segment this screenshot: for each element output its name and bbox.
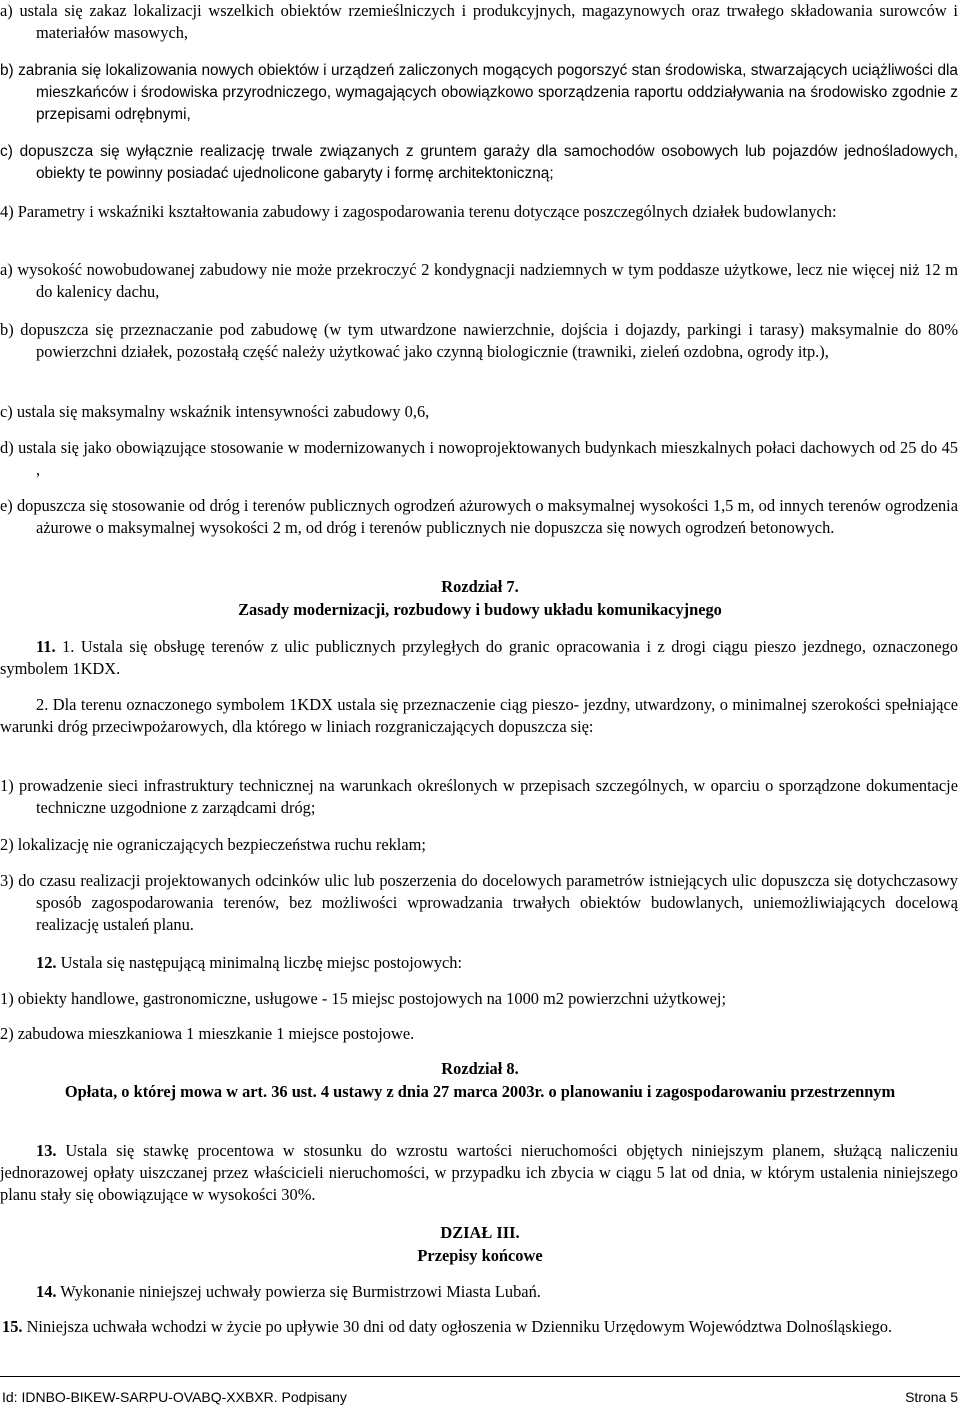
paragraph-12-text: Ustala się następującą minimalną liczbę miejsc postojowych: — [56, 953, 463, 972]
paragraph-13 — [0, 1140, 958, 1206]
dzial-3-title: DZIAŁ III. — [440, 1223, 520, 1242]
page-number: Strona 5 — [905, 1389, 958, 1405]
paragraph-11-number: 11. — [36, 637, 56, 656]
paragraph-13-number: 13. — [36, 1141, 57, 1160]
paragraph-14-number: 14. — [36, 1282, 57, 1301]
chapter-7-item-1: 1) prowadzenie sieci infrastruktury technicznej na warunkach określonych w przepisach szczególnych, w oparciu o sporządzone dokumentacje techniczne uzgodnione z zarządcami dróg; — [0, 776, 958, 817]
document-id: Id: IDNBO-BIKEW-SARPU-OVABQ-XXBXR. Podpisany — [2, 1389, 347, 1405]
section-4-item-d: d) ustala się jako obowiązujące stosowanie w modernizowanych i nowoprojektowanych budynkach mieszkalnych połaci dachowych od 25 do 45 , — [0, 438, 958, 479]
paragraph-15-text: Niniejsza uchwała wchodzi w życie po upływie 30 dni od daty ogłoszenia w Dzienniku Urzędowym Województwa Dolnośląskiego. — [22, 1317, 893, 1336]
paragraph-12-item-1: 1) obiekty handlowe, gastronomiczne, usługowe - 15 miejsc postojowych na 1000 m2 powierzchni użytkowej; — [0, 989, 727, 1008]
paragraph-14-text: Wykonanie niniejszej uchwały powierza się Burmistrzowi Miasta Lubań. — [56, 1282, 541, 1301]
paragraph-12 — [0, 952, 958, 974]
list-item-c-garaze: c) dopuszcza się wyłącznie realizację trwale związanych z gruntem garaży dla samochodów osobowych lub pojazdów jednośladowych, obiekty te powinny posiadać ujednolicone gabaryty i formę architektoniczną; — [0, 143, 958, 182]
paragraph-11-2: 2. Dla terenu oznaczonego symbolem 1KDX ustala się przeznaczenie ciąg pieszo- jezdny, utwardzony, o minimalnej szerokości spełniające warunki dróg przeciwpożarowych, dla którego w liniach rozgraniczających dopuszcza się: — [0, 695, 958, 736]
paragraph-11-text: 1. Ustala się obsługę terenów z ulic publicznych przyległych do granic opracowania i z drogi ciągu pieszo jezdnego, oznaczonego symbolem 1KDX. — [0, 637, 958, 678]
dzial-3-subtitle: Przepisy końcowe — [417, 1246, 543, 1265]
section-4-item-c: c) ustala się maksymalny wskaźnik intensywności zabudowy 0,6, — [0, 402, 430, 421]
paragraph-15 — [0, 1316, 958, 1338]
paragraph-13-text: Ustala się stawkę procentowa w stosunku do wzrostu wartości nieruchomości objętych niniejszym planem, służącą naliczeniu jednorazowej opłaty uiszczanej przez właścicieli nieruchomości, w przypadku ich zbycia w ciągu 5 lat od dnia, w którym ustalenia niniejszego planu stały się obowiązujące w wysokości 30%. — [0, 1141, 958, 1204]
list-item-a-zakaz: a) ustala się zakaz lokalizacji wszelkich obiektów rzemieślniczych i produkcyjnych, magazynowych oraz trwałego składowania surowców i materiałów masowych, — [0, 1, 958, 42]
section-4-item-a: a) wysokość nowobudowanej zabudowy nie może przekroczyć 2 kondygnacji nadziemnych w tym poddasze użytkowe, lecz nie więcej niż 12 m do kalenicy dachu, — [0, 260, 958, 301]
paragraph-14 — [0, 1281, 958, 1303]
paragraph-12-item-2: 2) zabudowa mieszkaniowa 1 mieszkanie 1 miejsce postojowe. — [0, 1024, 415, 1043]
paragraph-15-number: 15. — [2, 1317, 23, 1336]
paragraph-11 — [0, 636, 958, 680]
section-4-item-b: b) dopuszcza się przeznaczanie pod zabudowę (w tym utwardzone nawierzchnie, dojścia i dojazdy, parkingi i tarasy) maksymalnie do 80% powierzchni działek, pozostałą część należy użytkować jako czynną biologicznie (trawniki, zieleń ozdobna, ogrody itp.), — [0, 320, 958, 361]
chapter-7-subtitle: Zasady modernizacji, rozbudowy i budowy układu komunikacyjnego — [238, 600, 722, 619]
paragraph-12-number: 12. — [36, 953, 57, 972]
list-item-b-zabrania: b) zabrania się lokalizowania nowych obiektów i urządzeń zaliczonych mogących pogorszyć stan środowiska, stwarzających uciążliwości dla mieszkańców i środowiska przyrodniczego, wymagających obowiązkowo sporządzenia raportu oddziaływania na środowisko zgodnie z przepisami odrębnymi, — [0, 62, 958, 123]
chapter-7-item-2: 2) lokalizację nie ograniczających bezpieczeństwa ruchu reklam; — [0, 835, 426, 854]
chapter-7-item-3: 3) do czasu realizacji projektowanych odcinków ulic lub poszerzenia do docelowych parametrów istniejących ulic dopuszcza się dotychczasowy sposób zagospodarowania terenów, bez możliwości wprowadzania trwałych obiektów budowlanych, uniemożliwiających docelową realizację ustaleń planu. — [0, 871, 958, 934]
chapter-7-title: Rozdział 7. — [441, 577, 519, 596]
chapter-8-subtitle: Opłata, o której mowa w art. 36 ust. 4 ustawy z dnia 27 marca 2003r. o planowaniu i zagospodarowaniu przestrzennym — [64, 1082, 896, 1101]
chapter-8-title: Rozdział 8. — [441, 1059, 519, 1078]
footer-divider — [0, 1376, 960, 1377]
section-4-heading: 4) Parametry i wskaźniki kształtowania zabudowy i zagospodarowania terenu dotyczące poszczególnych działek budowlanych: — [0, 202, 837, 221]
section-4-item-e: e) dopuszcza się stosowanie od dróg i terenów publicznych ogrodzeń ażurowych o maksymalnej wysokości 1,5 m, od innych terenów ogrodzenia ażurowe o maksymalnej wysokości 2 m, od dróg i terenów publicznych nie dopuszcza się nowych ogrodzeń betonowych. — [0, 496, 958, 537]
